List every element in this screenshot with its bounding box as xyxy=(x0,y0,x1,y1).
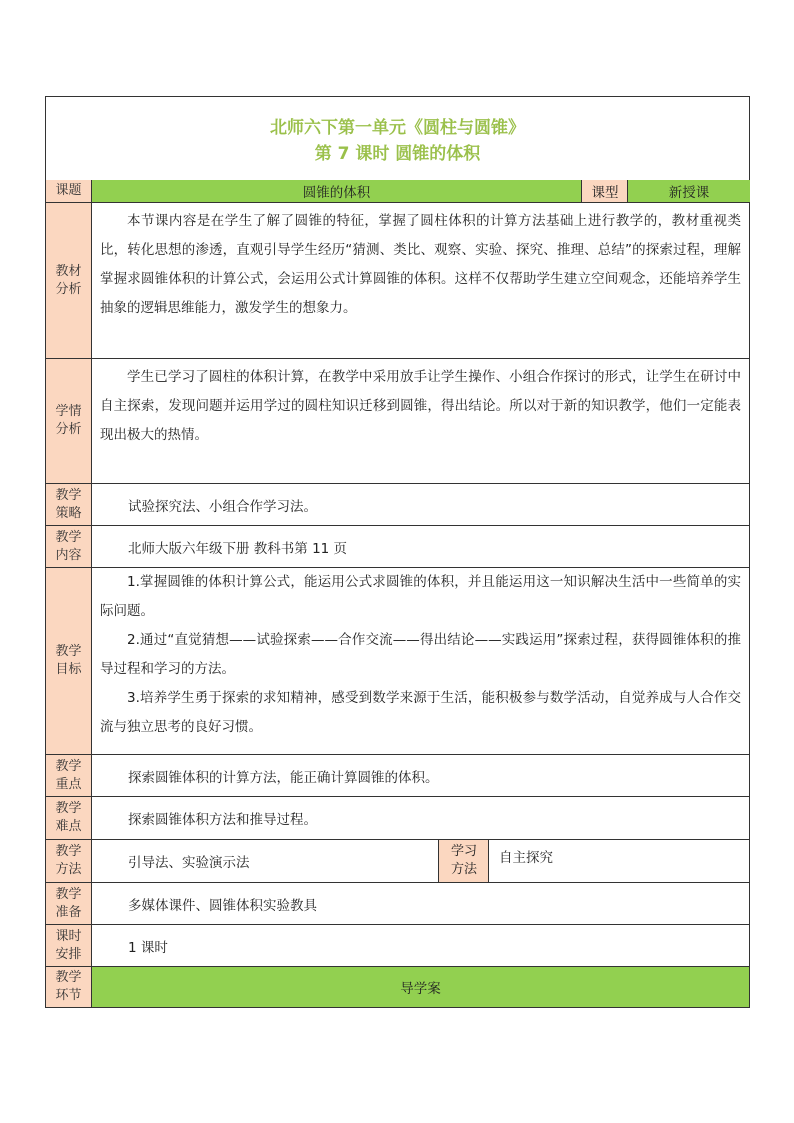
key-points-text: 探索圆锥体积的计算方法，能正确计算圆锥的体积。 xyxy=(128,769,439,786)
title-block xyxy=(46,97,749,181)
methods-text: 引导法、实验演示法 xyxy=(128,855,250,871)
strategy-text: 试验探究法、小组合作学习法。 xyxy=(128,498,317,515)
unit-title: 北师六下第一单元《圆柱与圆锥》 xyxy=(270,118,525,138)
goal-item: 1.掌握圆锥的体积计算公式，能运用公式求圆锥的体积，并且能运用这一知识解决生活中一些简单的实际问题。 xyxy=(100,574,741,619)
content-label: 教学内容 xyxy=(46,526,92,567)
content-text: 北师大版六年级下册 教科书第 11 页 xyxy=(128,540,348,557)
schedule-row xyxy=(46,925,749,967)
key-points-row xyxy=(46,755,749,797)
preparation-row xyxy=(46,883,749,925)
schedule-text: 1 课时 xyxy=(128,939,168,956)
goal-item: 2.通过“直觉猜想——试验探索——合作交流——得出结论——实践运用”探索过程，获得圆锥体积的推导过程和学习的方法。 xyxy=(100,632,741,677)
student-analysis-label: 学情分析 xyxy=(46,359,92,483)
topic-row xyxy=(46,180,749,203)
textbook-analysis-row xyxy=(46,203,749,359)
difficulties-label: 教学难点 xyxy=(46,797,92,839)
study-methods-text: 自主探究 xyxy=(488,840,749,882)
key-points-label: 教学重点 xyxy=(46,755,92,796)
goals-row xyxy=(46,568,749,755)
methods-row xyxy=(46,840,749,883)
content-row xyxy=(46,526,749,568)
preparation-text: 多媒体课件、圆锥体积实验教具 xyxy=(128,897,317,914)
goal-item: 3.培养学生勇于探索的求知精神，感受到数学来源于生活，能积极参与数学活动，自觉养成与人合作交流与独立思考的良好习惯。 xyxy=(100,690,741,735)
stages-text: 导学案 xyxy=(92,967,749,1007)
methods-label: 教学方法 xyxy=(46,840,92,882)
lesson-title: 第 7 课时 圆锥的体积 xyxy=(314,144,481,164)
goals-label: 教学目标 xyxy=(46,568,92,754)
strategy-row xyxy=(46,484,749,526)
lesson-type-label: 课型 xyxy=(581,180,628,202)
textbook-analysis-text: 本节课内容是在学生了解了圆锥的特征，掌握了圆柱体积的计算方法基础上进行教学的，教材重视类比，转化思想的渗透，直观引导学生经历“猜测、类比、观察、实验、探究、推理、总结”的探索过程，理解掌握求圆锥体积的计算公式，会运用公式计算圆锥的体积。这样不仅帮助学生建立空间观念，还能培养学生抽象的逻辑思维能力，激发学生的想象力。 xyxy=(100,213,741,316)
schedule-label: 课时安排 xyxy=(46,925,92,966)
lesson-plan-table xyxy=(45,96,750,1008)
preparation-label: 教学准备 xyxy=(46,883,92,924)
difficulties-row xyxy=(46,797,749,840)
student-analysis-row xyxy=(46,359,749,484)
difficulties-text: 探索圆锥体积方法和推导过程。 xyxy=(128,812,317,828)
study-methods-label: 学习方法 xyxy=(438,840,489,882)
stages-label: 教学环节 xyxy=(46,967,92,1007)
stages-row xyxy=(46,967,749,1007)
strategy-label: 教学策略 xyxy=(46,484,92,525)
topic-label: 课题 xyxy=(46,180,92,202)
goals-text xyxy=(92,568,749,754)
student-analysis-text: 学生已学习了圆柱的体积计算，在教学中采用放手让学生操作、小组合作探讨的形式，让学生在研讨中自主探索，发现问题并运用学过的圆柱知识迁移到圆锥，得出结论。所以对于新的知识教学，他们一定能表现出极大的热情。 xyxy=(100,369,741,443)
topic-value: 圆锥的体积 xyxy=(92,180,581,202)
textbook-analysis-label: 教材分析 xyxy=(46,203,92,358)
lesson-type-value: 新授课 xyxy=(627,180,750,202)
